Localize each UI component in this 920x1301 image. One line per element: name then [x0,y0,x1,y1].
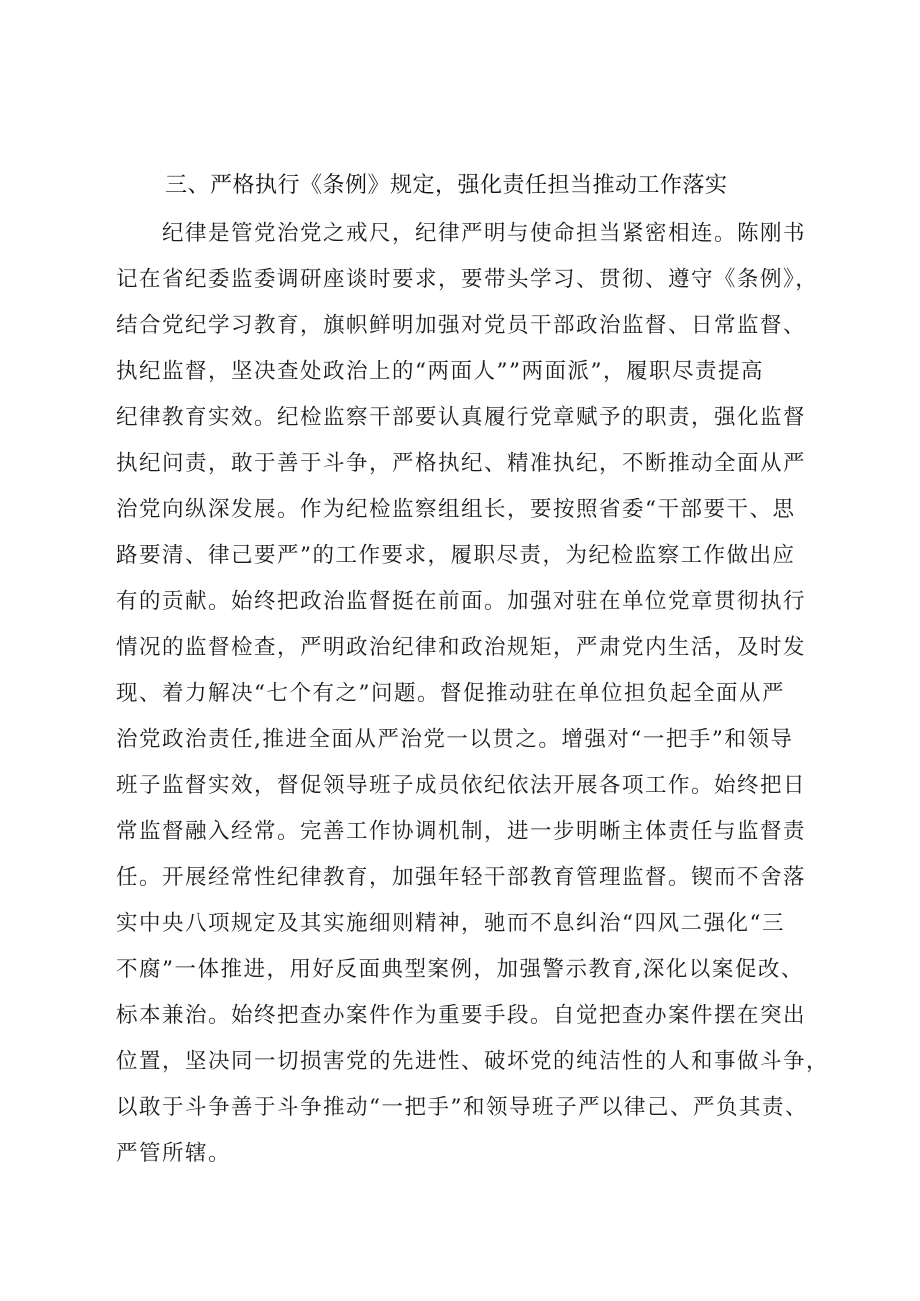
paragraph-line: 实中央八项规定及其实施细则精神，驰而不息纠治“四风二强化“三 [116,911,785,936]
paragraph-line: 位置，坚决同一切损害党的先进性、破坏党的纯洁性的人和事做斗争， [116,1049,830,1074]
paragraph-line: 情况的监督检查，严明政治纪律和政治规矩，严肃党内生活，及时发 [116,635,807,660]
paragraph-line: 严管所辖。 [116,1141,232,1166]
paragraph-line: 标本兼治。始终把查办案件作为重要手段。自觉把查办案件摆在突出 [116,1003,807,1028]
paragraph-line: 常监督融入经常。完善工作协调机制，进一步明晰主体责任与监督责 [116,819,807,844]
paragraph-line: 执纪监督，坚决查处政治上的“两面人””两面派”，履职尽责提高 [116,359,764,384]
section-heading: 三、严格执行《条例》规定，强化责任担当推动工作落实 [165,173,728,198]
paragraph-line: 纪律教育实效。纪检监察干部要认真履行党章赋予的职责，强化监督 [116,405,807,430]
paragraph-line: 不腐”一体推进，用好反面典型案例，加强警示教育,深化以案促改、 [116,957,804,982]
paragraph-line: 以敢于斗争善于斗争推动“一把手”和领导班子严以律己、严负其责、 [116,1095,808,1120]
paragraph-line: 纪律是管党治党之戒尺，纪律严明与使命担当紧密相连。陈刚书 [162,221,807,246]
paragraph-line: 路要清、律己要严”的工作要求，履职尽责，为纪检监察工作做出应 [116,543,796,568]
paragraph-line: 治党向纵深发展。作为纪检监察组组长，要按照省委“干部要干、思 [116,497,796,522]
paragraph-line: 任。开展经常性纪律教育，加强年轻干部教育管理监督。锲而不舍落 [116,865,807,890]
paragraph-line: 治党政治责任,推进全面从严治党一以贯之。增强对“一把手”和领导 [116,727,794,752]
paragraph-line: 班子监督实效，督促领导班子成员依纪依法开展各项工作。始终把日 [116,773,807,798]
paragraph-line: 记在省纪委监委调研座谈时要求，要带头学习、贯彻、遵守《条例》， [116,267,819,292]
body-paragraph [116,211,830,1177]
paragraph-line: 执纪问责，敢于善于斗争，严格执纪、精准执纪，不断推动全面从严 [116,451,807,476]
paragraph-line: 结合党纪学习教育，旗帜鲜明加强对党员干部政治监督、日常监督、 [116,313,807,338]
paragraph-line: 有的贡献。始终把政治监督挺在前面。加强对驻在单位党章贯彻执行 [116,589,807,614]
paragraph-line: 现、着力解决“七个有之”问题。督促推动驻在单位担负起全面从严 [116,681,785,706]
